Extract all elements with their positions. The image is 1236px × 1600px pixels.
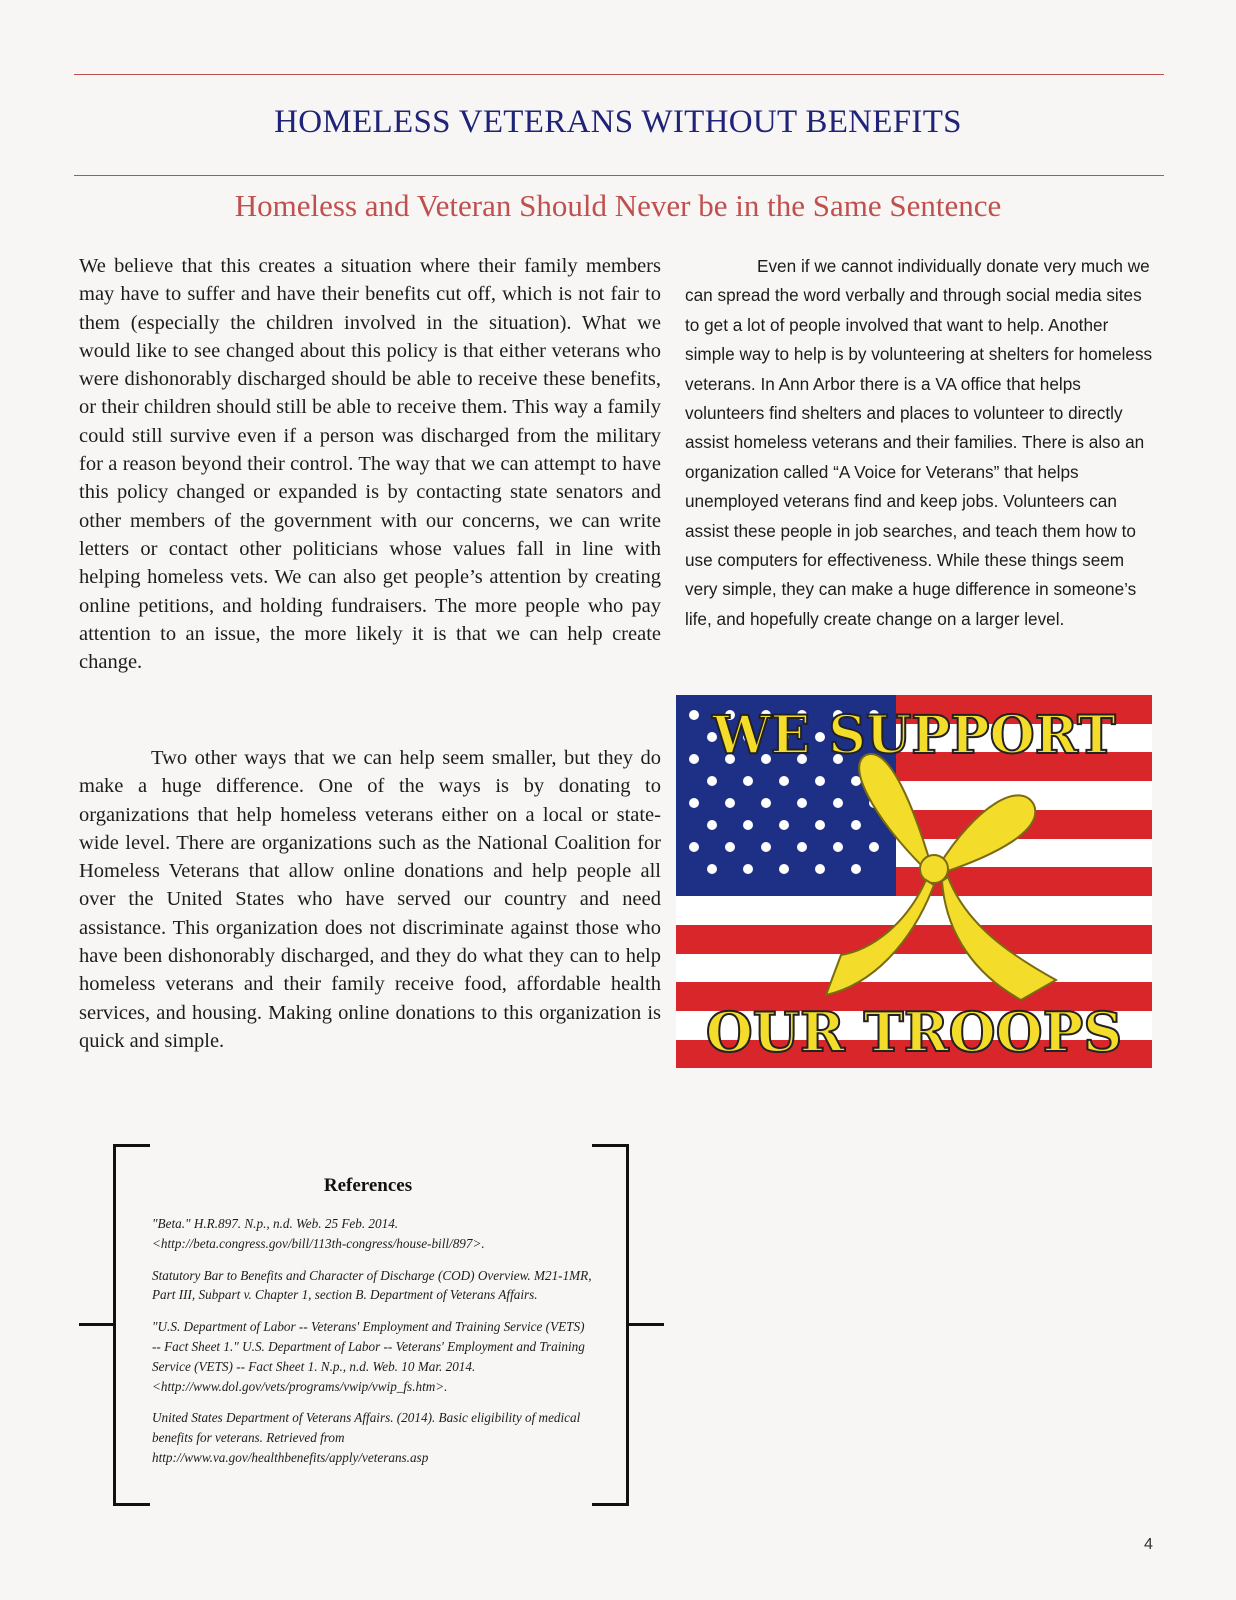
section-title: Homeless and Veteran Should Never be in the Same Sentence (234, 188, 1002, 223)
page-number: 4 (1144, 1536, 1153, 1553)
reference-item: Statutory Bar to Benefits and Character of Discharge (COD) Overview. M21-1MR, Part III, Subpart v. Chapter 1, section B. Department of Veterans Affairs. (152, 1267, 592, 1303)
flag-graphic (676, 695, 1152, 1068)
references-left-bracket (113, 1144, 150, 1506)
title-rule (74, 175, 1164, 176)
reference-item: "Beta." H.R.897. N.p., n.d. Web. 25 Feb. 2014. <http://beta.congress.gov/bill/113th-congress/house-bill/897>. (152, 1216, 485, 1251)
right-paragraph-text: Even if we cannot individually donate very much we can spread the word verbally and through social media sites to get a lot of people involved that want to help. Another simple way to help is by volunteering at shelters for homeless veterans. In Ann Arbor there is a VA office that helps volunteers find shelters and places to volunteer to directly assist homeless veterans and their families. There is also an organization called “A Voice for Veterans” that helps unemployed veterans find and keep jobs. Volunteers can assist these people in job searches, and teach them how to use computers for effectiveness. While these things seem very simple, they can make a huge difference in someone’s life, and hopefully create change on a larger level. (685, 256, 1153, 629)
page-title: HOMELESS VETERANS WITHOUT BENEFITS (274, 104, 962, 140)
left-paragraph-1 (79, 252, 661, 676)
right-paragraph (685, 252, 1160, 634)
references-list (152, 1214, 592, 1480)
left-paragraph-1-text: We believe that this creates a situation where their family members may have to suffer and have their benefits cut off, which is not fair to them (especially the children involved in the situation). What we would like to see changed about this policy is that either veterans who were dishonorably discharged should be able to receive these benefits, or their children should still be able to receive them. This way a family could still survive even if a person was discharged from the military for a reason beyond their control. The way that we can attempt to have this policy changed or expanded is by contacting state senators and other members of the government with our concerns, we can write letters or contact other politicians whose values fall in line with helping homeless vets. We can also get people’s attention by creating online petitions, and holding fundraisers. The more people who pay attention to an issue, the more likely it is that we can help create change. (79, 255, 661, 674)
flag-bottom-text: OUR TROOPS (705, 1000, 1123, 1064)
left-paragraph-2-text: Two other ways that we can help seem smaller, but they do make a huge difference. One of the ways is by donating to organizations that help homeless veterans either on a local or state-wide level. There are organizations such as the National Coalition for Homeless Veterans that allow online donations and help people all over the United States who have served our country and need assistance. This organization does not discriminate against those who have been dishonorably discharged, and they do what they can to help homeless veterans and their family receive food, affordable health services, and housing. Making online donations to this organization is quick and simple. (79, 747, 661, 1052)
left-paragraph-2 (79, 744, 661, 1055)
reference-item: "U.S. Department of Labor -- Veterans' Employment and Training Service (VETS) -- Fact Sheet 1." U.S. Department of Labor -- Veterans' Employment and Training Service (VETS) -- Fact Sheet 1. N.p., n.d. Web. 10 Mar. 2014. <http://www.dol.gov/vets/programs/vwip/vwip_fs.htm>. (152, 1319, 585, 1394)
references-right-tick (628, 1323, 664, 1326)
top-rule (74, 74, 1164, 75)
references-right-bracket (592, 1144, 629, 1506)
we-support-our-troops-flag-image (676, 695, 1152, 1068)
flag-top-text: WE SUPPORT (712, 705, 1116, 766)
references-heading: References (323, 1175, 413, 1196)
reference-item: United States Department of Veterans Affairs. (2014). Basic eligibility of medical benefits for veterans. Retrieved from http://www.va.gov/healthbenefits/apply/veterans.asp (152, 1410, 581, 1465)
references-left-tick (79, 1323, 113, 1326)
